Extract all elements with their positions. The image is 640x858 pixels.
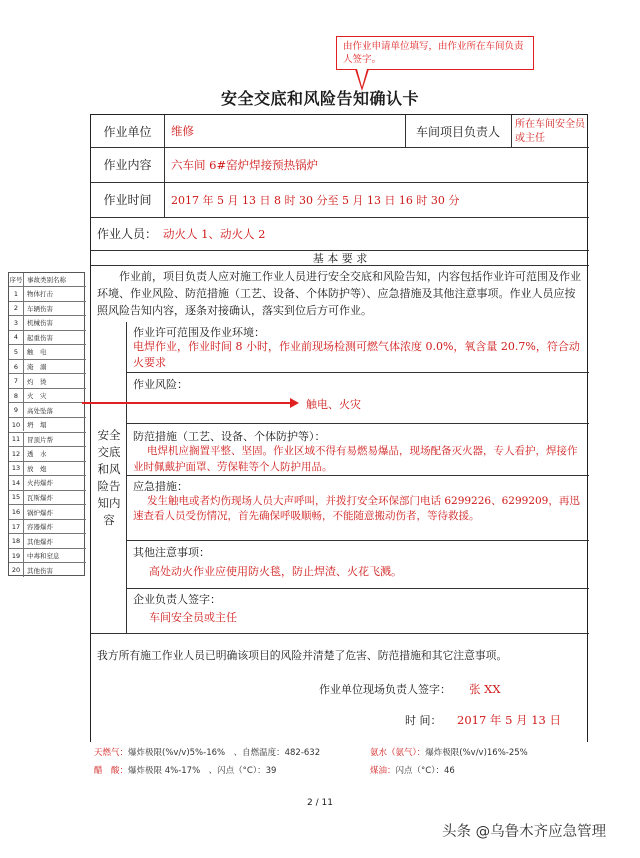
- emergency-label: 应急措施：: [133, 480, 188, 493]
- row-name: 其他爆炸: [27, 537, 53, 546]
- row-name: 车辆伤害: [27, 304, 53, 313]
- table-row: [9, 315, 86, 330]
- table-row: [9, 417, 86, 432]
- unit-label: 作业单位: [103, 124, 152, 139]
- gas-info-1: [94, 746, 320, 758]
- row-name: 触 电: [27, 348, 47, 357]
- row-num: 17: [9, 520, 24, 534]
- gas-detail-2: 爆炸极限(%v/v)16%-25%: [425, 748, 528, 758]
- personnel-label: 作业人员：: [97, 227, 158, 241]
- table-row: [9, 402, 86, 417]
- row-num: 6: [9, 360, 24, 374]
- table-row: [9, 490, 86, 505]
- table-row: [9, 359, 86, 374]
- table-row: [9, 475, 86, 490]
- gas-detail-3: 爆炸极限 4%-17% 、闪点（°C）：39: [128, 766, 277, 776]
- watermark: 头条 @乌鲁木齐应急管理: [442, 824, 607, 840]
- measures-value: 电焊机应搁置平整、坚固。作业区域不得有易燃易爆品，现场配备灭火器，专人看护，焊接作业时佩戴护面罩、劳保鞋等个人防护用品。: [133, 445, 578, 473]
- table-row: [9, 519, 86, 534]
- row-name: 透 水: [27, 450, 47, 459]
- site-sign-value: 张 XX: [469, 682, 501, 696]
- row-num: 15: [9, 491, 24, 505]
- risk-value: 触电、火灾: [306, 398, 361, 411]
- row-num: 12: [9, 447, 24, 461]
- row-num: 1: [9, 287, 24, 301]
- gas-detail-1: 爆炸极限(%v/v)5%-16% 、自燃温度：482-632: [128, 748, 321, 758]
- table-row: [9, 562, 86, 577]
- row-name: 淹 溺: [27, 363, 47, 372]
- confirm-text: 我方所有施工作业人员已明确该项目的风险并清楚了危害、防范措施和其它注意事项。: [97, 649, 508, 662]
- row-name: 冒顶片帮: [27, 435, 53, 444]
- callout-note: 由作业申请单位填写，由作业所在车间负责人签字。: [336, 36, 534, 70]
- gas-info-2: [370, 746, 528, 758]
- gas-name-4: 煤油：: [370, 766, 396, 776]
- row-name: 起重伤害: [27, 333, 53, 342]
- row-name: 灼 烫: [27, 377, 47, 386]
- row-name: 放 炮: [27, 464, 47, 473]
- content-label: 作业内容: [103, 158, 152, 172]
- document-title: 安全交底和风险告知确认卡: [220, 89, 419, 108]
- table-row: [9, 330, 86, 345]
- row-num: 2: [9, 302, 24, 316]
- time-value: 2017 年 5 月 13 日 8 时 30 分至 5 月 13 日 16 时 30 分: [171, 193, 460, 207]
- row-num: 13: [9, 462, 24, 476]
- header-num: 序号: [9, 273, 24, 286]
- scope-label: 作业许可范围及作业环境：: [133, 326, 265, 339]
- gas-name-1: 天燃气：: [94, 748, 129, 758]
- unit-value: 维修: [171, 124, 194, 138]
- gas-info-4: [370, 764, 455, 776]
- row-num: 18: [9, 534, 24, 548]
- accident-category-table: [8, 272, 85, 576]
- table-row: [9, 373, 86, 388]
- row-name: 瓦斯爆炸: [27, 493, 53, 502]
- row-num: 8: [9, 389, 24, 403]
- row-num: 7: [9, 374, 24, 388]
- row-name: 物体打击: [27, 290, 53, 299]
- table-row: [9, 388, 86, 403]
- risk-label: 作业风险：: [133, 378, 188, 391]
- date-label: 时 间：: [405, 714, 442, 727]
- row-num: 3: [9, 316, 24, 330]
- table-row: [9, 461, 86, 476]
- measures-label: 防范措施（工艺、设备、个体防护等）：: [133, 430, 326, 443]
- row-name: 火 灾: [27, 392, 47, 401]
- table-row: [9, 548, 86, 563]
- pointer-arrow-head: [290, 398, 299, 408]
- table-row: [9, 504, 86, 519]
- table-row: [9, 301, 86, 316]
- personnel-value: 动火人 1、动火人 2: [163, 226, 266, 241]
- table-row: [9, 533, 86, 548]
- other-value: 高处动火作业应使用防火毯，防止焊渣、火花飞溅。: [149, 565, 402, 578]
- row-name: 中毒和窒息: [27, 552, 60, 561]
- sign-label: 企业负责人签字：: [133, 593, 221, 606]
- gas-name-3: 醋 酸：: [94, 766, 129, 776]
- row-num: 16: [9, 505, 24, 519]
- owner-label: 车间项目负责人: [415, 124, 500, 139]
- row-name: 锅炉爆炸: [27, 508, 53, 517]
- row-name: 其他伤害: [27, 566, 53, 575]
- time-label: 作业时间: [103, 193, 152, 207]
- table-row: [9, 432, 86, 447]
- sign-value: 车间安全员或主任: [149, 611, 237, 624]
- table-header: [9, 273, 86, 286]
- section-label: 安全交底和风险告知内容: [97, 427, 121, 527]
- table-row: [9, 344, 86, 359]
- pointer-arrow-line: [82, 402, 292, 404]
- row-name: 高处坠落: [27, 406, 53, 415]
- row-num: 10: [9, 418, 24, 432]
- row-name: 火药爆炸: [27, 479, 53, 488]
- emergency-value: 发生触电或者灼伤现场人员大声呼叫，并拨打安全环保部门电话 6299226、6299209，再迅速查看人员受伤情况，首先确保呼吸顺畅，不能随意搬动伤者，等待救援。: [133, 495, 580, 522]
- basic-requirements-header: 基 本 要 求: [312, 251, 368, 265]
- gas-info-3: [94, 764, 276, 776]
- gas-detail-4: 闪点（°C）：46: [395, 766, 455, 776]
- row-num: 14: [9, 476, 24, 490]
- row-name: 坍 塌: [27, 421, 47, 430]
- basic-requirements-text: 作业前，项目负责人应对施工作业人员进行安全交底和风险告知，内容包括作业许可范围及作业环境、作业风险、防范措施（工艺、设备、个体防护等）、应急措施及其他注意事项。作业人员应按照风险告知内容，逐条对接确认，落实到位后方可作业。: [97, 270, 581, 317]
- row-num: 5: [9, 345, 24, 359]
- gas-name-2: 氨水（氨气）：: [370, 748, 426, 758]
- table-row: [9, 286, 86, 301]
- row-num: 11: [9, 433, 24, 447]
- row-name: 容器爆炸: [27, 523, 53, 532]
- row-num: 9: [9, 403, 24, 417]
- table-row: [9, 446, 86, 461]
- site-sign-label: 作业单位现场负责人签字：: [319, 683, 451, 696]
- confirmation-form: [90, 114, 588, 742]
- scope-value: 电焊作业，作业时间 8 小时，作业前现场检测可燃气体浓度 0.0%，氧含量 20.7%，符合动火要求: [133, 340, 580, 369]
- other-label: 其他注意事项：: [133, 546, 210, 559]
- header-name: 事故类别名称: [27, 276, 66, 284]
- content-value: 六车间 6#窑炉焊接预热锅炉: [171, 157, 319, 172]
- callout-pointer-fill: [357, 69, 367, 87]
- row-name: 机械伤害: [27, 319, 53, 328]
- row-num: 20: [9, 563, 24, 577]
- owner-value: 所在车间安全员或主任: [515, 119, 585, 144]
- date-value: 2017 年 5 月 13 日: [457, 713, 561, 727]
- page-number: 2 / 11: [307, 798, 333, 808]
- row-num: 4: [9, 331, 24, 345]
- row-num: 19: [9, 549, 24, 563]
